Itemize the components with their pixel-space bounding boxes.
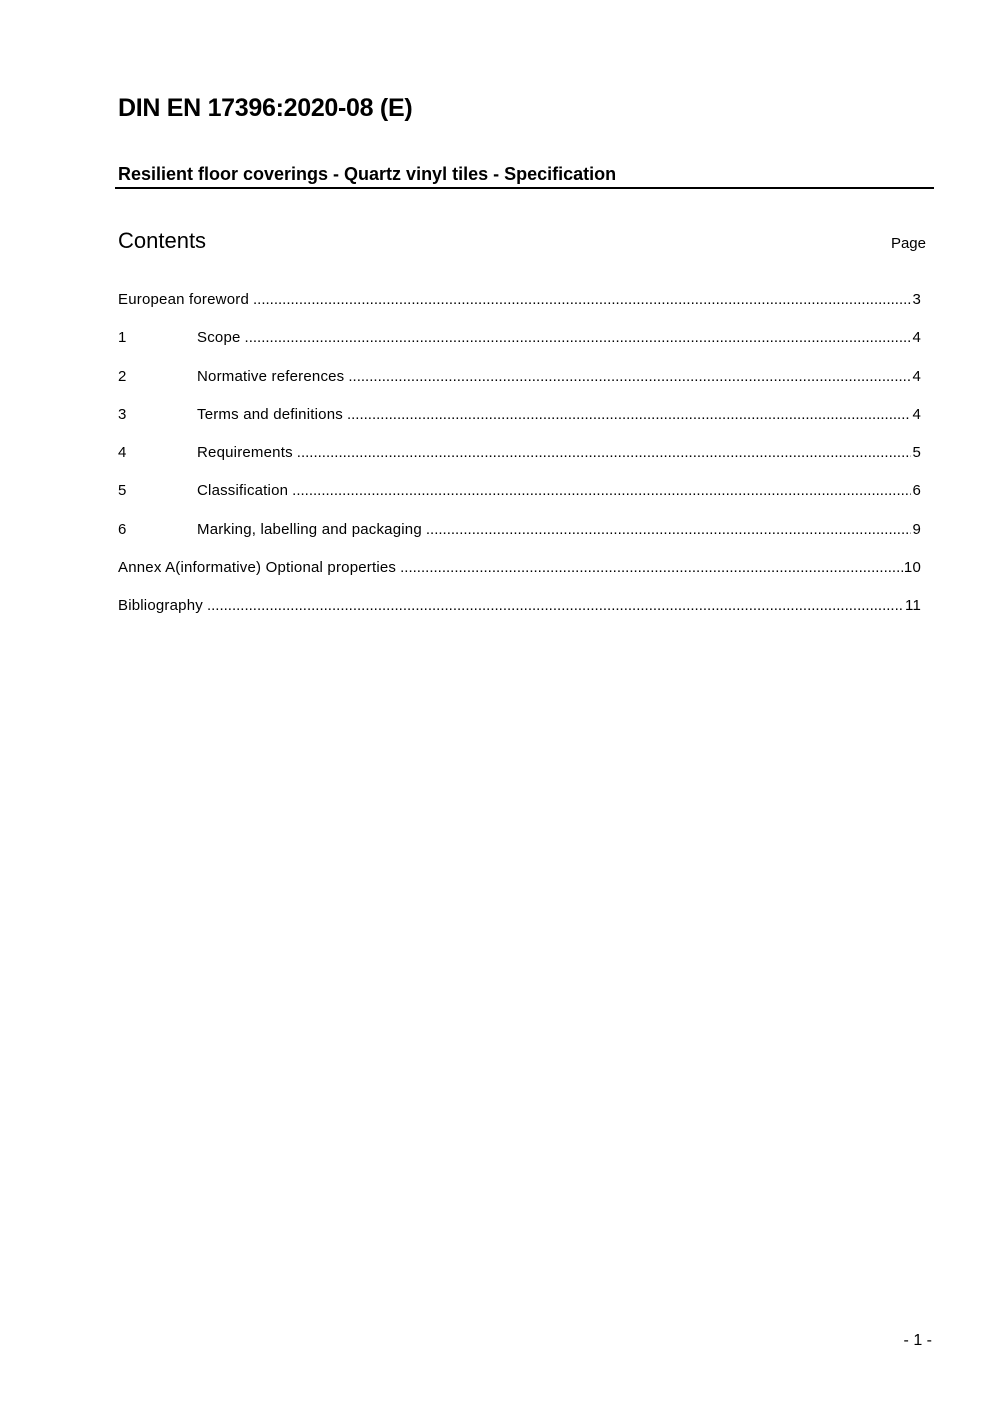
toc-entry-page: 9 [912,520,921,538]
toc-entry-title: Annex A(informative) Optional properties [118,559,397,577]
toc-leader-dots [426,521,912,538]
toc-entry-marking-labelling-packaging[interactable] [118,521,921,559]
toc-leader-dots [253,291,911,308]
toc-entry-page: 11 [905,597,921,615]
toc-entry-terms-and-definitions[interactable] [118,406,921,444]
toc-entry-number: 3 [118,405,127,423]
contents-heading: Contents [118,228,207,253]
toc-leader-dots [400,559,903,576]
toc-entry-title: Scope [197,329,241,347]
toc-entry-title: Marking, labelling and packaging [197,520,422,538]
toc-entry-page: 3 [912,291,921,308]
toc-entry-page: 10 [903,559,921,577]
toc-leader-dots [297,444,912,461]
toc-entry-number: 1 [118,329,127,347]
toc-entry-bibliography[interactable] [118,597,921,635]
toc-entry-title: Classification [197,482,289,500]
toc-entry-classification[interactable] [118,482,921,520]
page-number: - 1 - [903,1332,932,1349]
toc-leader-dots [292,482,911,499]
document-title: DIN EN 17396:2020-08 (E) [118,94,413,122]
toc-entry-european-foreword[interactable] [118,291,921,329]
toc-entry-page: 4 [912,329,921,347]
toc-entry-number: 2 [118,367,127,385]
toc-entry-number: 5 [118,482,127,500]
toc-entry-normative-references[interactable] [118,368,921,406]
toc-entry-page: 6 [912,482,921,500]
toc-entry-page: 4 [912,367,921,385]
toc-entry-requirements[interactable] [118,444,921,482]
toc-leader-dots [207,597,904,614]
toc-entry-scope[interactable] [118,329,921,367]
toc-entry-number: 4 [118,444,127,462]
toc-entry-page: 4 [912,405,921,423]
toc-entry-title: Normative references [197,367,345,385]
toc-entry-annex-a[interactable] [118,559,921,597]
toc-leader-dots [348,368,911,385]
toc-entry-title: Requirements [197,444,293,462]
document-subtitle: Resilient floor coverings - Quartz vinyl tiles - Specification [118,164,617,184]
toc-leader-dots [245,329,912,346]
toc-entry-number: 6 [118,520,127,538]
subtitle-divider [115,187,934,189]
toc-entry-page: 5 [912,444,921,462]
toc-entry-title: Bibliography [118,597,203,615]
toc-entry-title: Terms and definitions [197,405,343,423]
toc-entry-title: European foreword [118,291,249,308]
table-of-contents [118,291,921,636]
page-column-heading: Page [890,235,926,252]
toc-leader-dots [347,406,912,423]
